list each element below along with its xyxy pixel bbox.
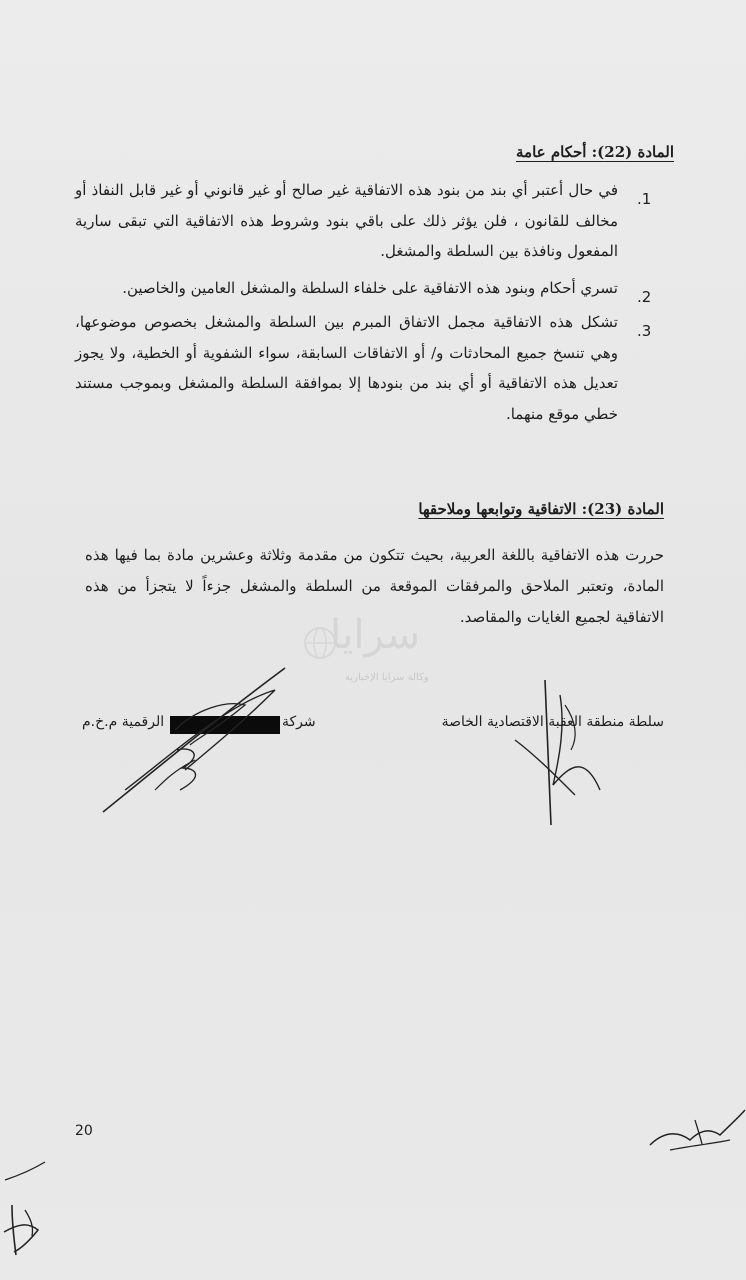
page-number: 20	[75, 1123, 93, 1139]
item-number-2: .2	[637, 288, 652, 306]
article-22-heading: المادة (22): أحكام عامة	[516, 143, 674, 161]
watermark-title: سرايا	[330, 612, 421, 658]
watermark-subtitle: وكالة سرايا الإخبارية	[345, 672, 429, 683]
article-22-item-3: تشكل هذه الاتفاقية مجمل الاتفاق المبرم بين السلطة والمشغل بخصوص موضوعها، وهي تنسخ جميع المحادثات و/ أو الاتفاقات السابقة، سواء الشفوية أو الخطية، ولا يجوز تعديل هذه الاتفاقية أو أي بند من بنودها إلا بموافقة السلطة والمشغل وبموجب مستند خطي موقع منهما.	[75, 313, 618, 423]
article-23-text: حررت هذه الاتفاقية باللغة العربية، بحيث تتكون من مقدمة وثلاثة وعشرين مادة بما فيها هذه المادة، وتعتبر الملاحق والمرفقات الموقعة من السلطة والمشغل جزءاً لا يتجزأ من هذه الاتفاقية لجميع الغايات والمقاصد.	[85, 546, 664, 626]
signature-authority-label: سلطة منطقة العقبة الاقتصادية الخاصة	[441, 714, 664, 730]
signature-company-suffix: الرقمية م.خ.م	[82, 714, 165, 730]
bottom-right-initials	[640, 1100, 746, 1160]
item-number-1: .1	[637, 190, 652, 208]
article-22-item-2: تسري أحكام وبنود هذه الاتفاقية على خلفاء السلطة والمشغل العامين والخاصين.	[122, 279, 618, 297]
left-signature-scribble	[95, 650, 335, 820]
article-23-heading: المادة (23): الاتفاقية وتوابعها وملاحقها	[418, 500, 664, 518]
article-22-item-1: في حال أعتبر أي بند من بنود هذه الاتفاقية غير صالح أو غير قانوني أو غير قابل النفاذ أو مخالف للقانون ، فلن يؤثر ذلك على باقي بنود وشروط هذه الاتفاقية التي تبقى سارية المفعول ونافذة بين السلطة والمشغل.	[75, 181, 618, 260]
item-number-3: .3	[637, 322, 652, 340]
signature-company-prefix: شركة	[282, 714, 316, 730]
bottom-left-initials	[0, 1160, 60, 1270]
right-signature-scribble	[505, 675, 615, 835]
